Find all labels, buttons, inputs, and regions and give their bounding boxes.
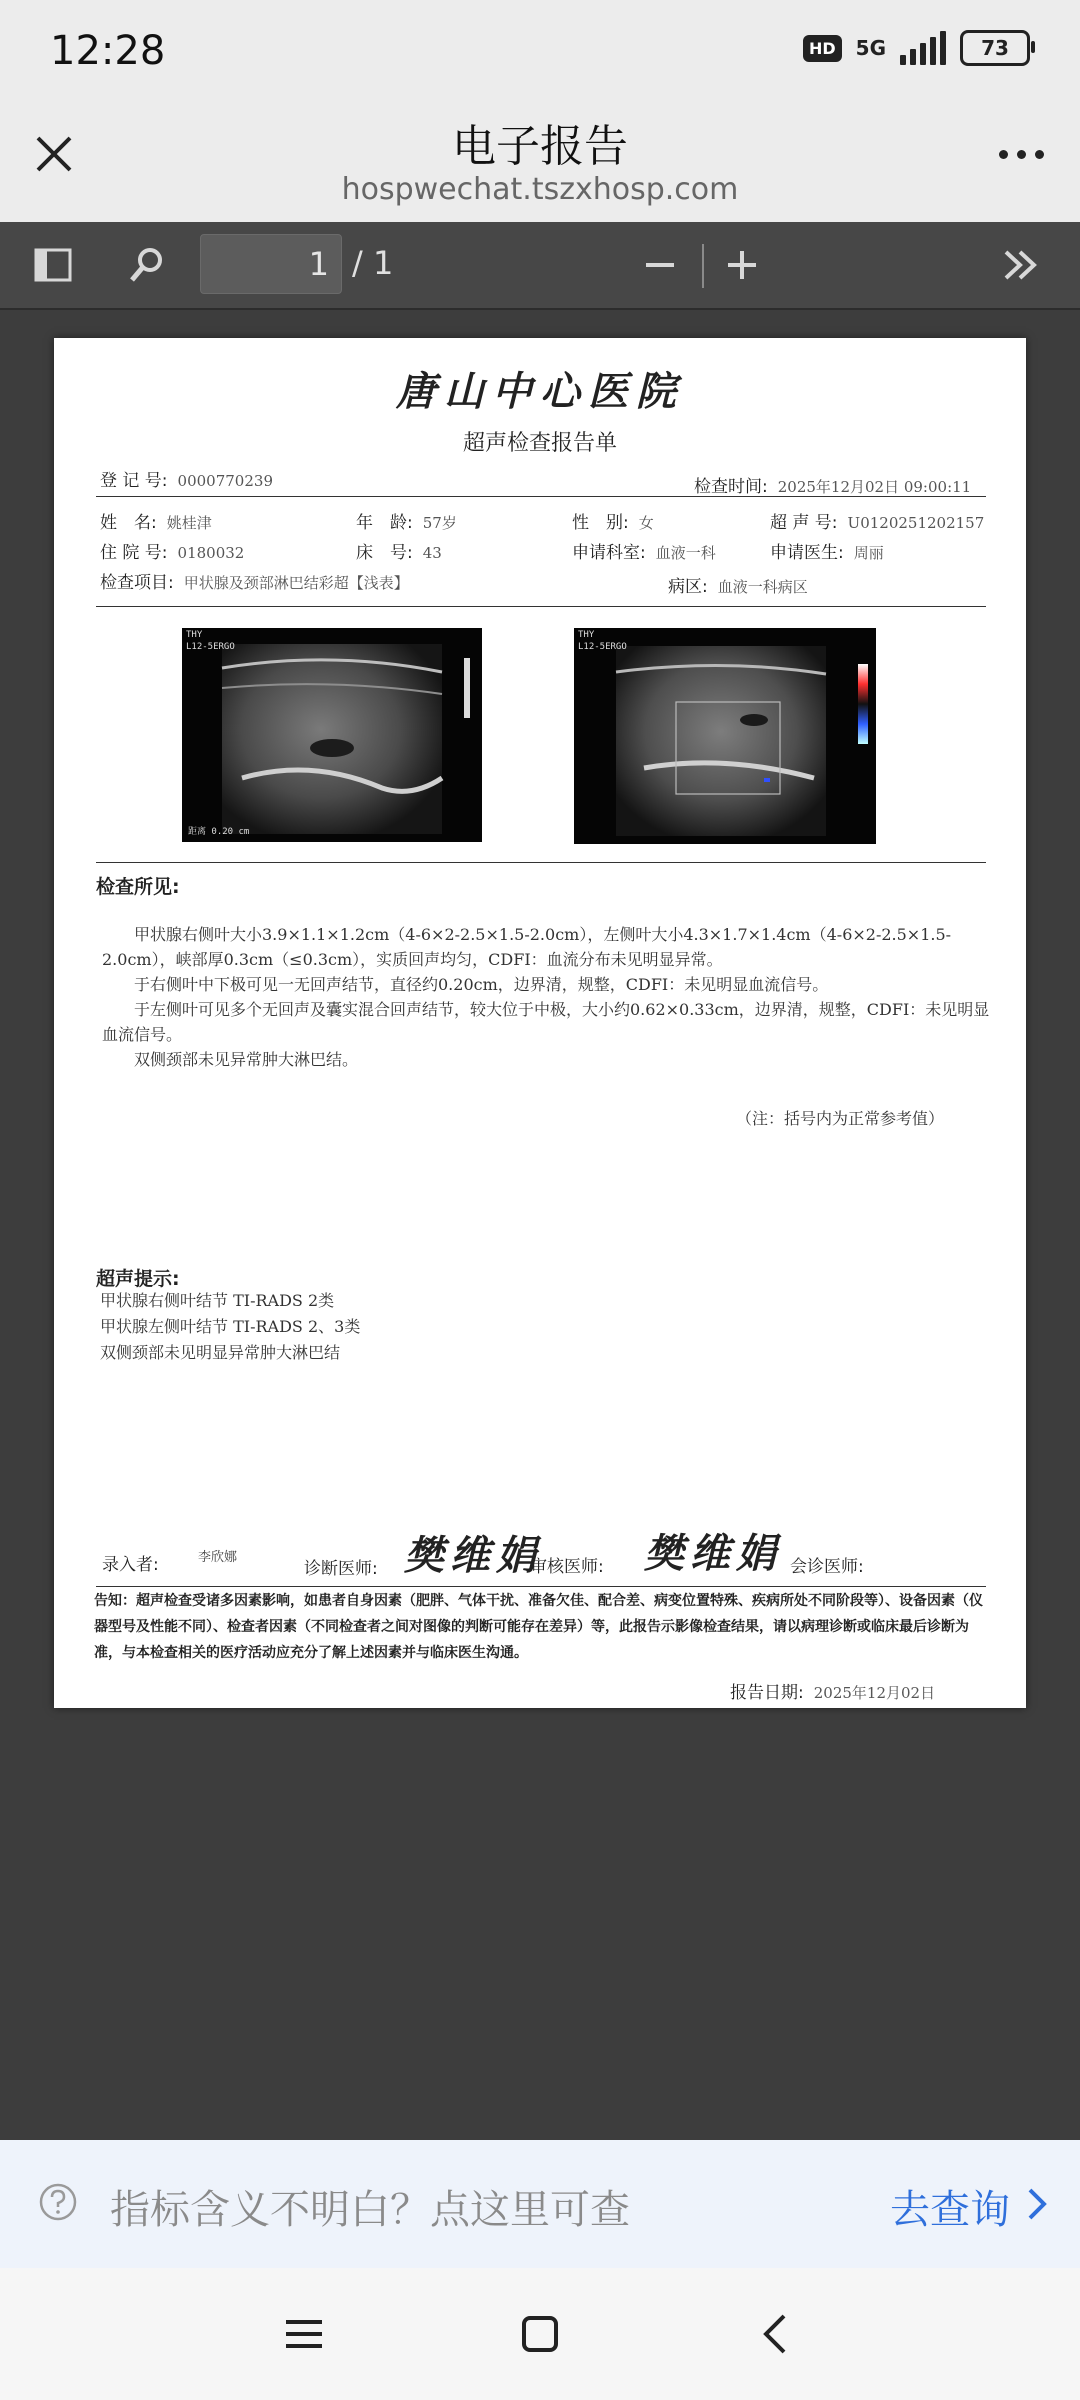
menu-icon[interactable] [280,2310,328,2358]
network-label: 5G [855,36,886,60]
findings-text [102,922,990,1072]
back-icon[interactable] [752,2310,800,2358]
status-time: 12:28 [50,28,166,74]
findings-paragraph: 于右侧叶中下极可见一无回声结节，直径约0.20cm，边界清，规整，CDFI：未见明显血流信号。 [134,975,829,994]
divider [96,1586,986,1587]
name-value: 姚桂津 [166,514,212,532]
recorder-value: 李欣娜 [198,1550,238,1565]
battery-level: 73 [981,36,1009,60]
home-icon[interactable] [516,2310,564,2358]
reference-note: （注：括号内为正常参考值） [735,1109,944,1128]
diag-signature: 樊维娟 [404,1532,542,1579]
sex-value: 女 [638,514,654,532]
exam-item-label: 检查项目: [100,573,174,593]
reg-label: 登 记 号: [100,471,168,491]
us1-probe: L12-5ERGO [186,642,235,652]
zoom-out-icon[interactable] [636,240,686,290]
exam-item-value: 甲状腺及颈部淋巴结彩超【浅表】 [183,574,409,592]
divider [96,606,986,607]
age-label: 年 龄: [356,513,413,533]
page-total: / 1 [352,244,394,282]
sex-label: 性 别: [572,513,629,533]
inpatient-value: 0180032 [177,544,245,562]
pdf-toolbar [0,222,1080,310]
findings-paragraph: 于左侧叶可见多个无回声及囊实混合回声结节，较大位于中极，大小约0.62×0.33cm，边界清，规整，CDFI：未见明显血流信号。 [102,1000,990,1044]
status-bar [0,0,1080,110]
req-doctor-value: 周丽 [853,544,884,562]
consult-label: 会诊医师: [790,1557,864,1577]
question-circle-icon [38,2182,78,2222]
us-no-label: 超 声 号: [770,513,838,533]
ultrasound-image-2 [574,628,876,844]
ward-value: 血液一科病区 [717,578,808,596]
hint-line: 双侧颈部未见明显异常肿大淋巴结 [100,1343,341,1362]
report-page [54,338,1026,1708]
ward-label: 病区: [668,577,708,597]
page-url: hospwechat.tszxhosp.com [341,172,739,207]
us-no-value: U0120251202157 [847,514,985,532]
findings-title: 检查所见: [96,876,180,898]
dept-label: 申请科室: [572,543,646,563]
toolbar-divider [702,244,704,288]
hint-line: 甲状腺左侧叶结节 TI-RADS 2、3类 [100,1317,361,1336]
double-chevron-right-icon[interactable] [998,240,1048,290]
report-date-value: 2025年12月02日 [813,1684,936,1702]
hospital-name: 唐山中心医院 [396,368,684,415]
findings-paragraph: 甲状腺右侧叶大小3.9×1.1×1.2cm（4-6×2-2.5×1.5-2.0cm），左侧叶大小4.3×1.7×1.4cm（4-6×2-2.5×1.5-2.0cm），峡部厚0.3cm（≤0.3cm），实质回声均匀，CDFI：血流分布未见明显异常。 [102,925,952,969]
reg-value: 0000770239 [177,472,273,490]
recorder-label: 录入者: [102,1555,159,1575]
us2-probe: L12-5ERGO [578,642,627,652]
report-title: 超声检查报告单 [462,431,617,456]
hint-title: 超声提示: [96,1268,180,1290]
notice-text: 告知：超声检查受诸多因素影响，如患者自身因素（肥胖、气体干扰、准备欠佳、配合差、病变位置特殊、疾病所处不同阶段等）、设备因素（仪器型号及性能不同）、检查者因素（不同检查者之间对图像的判断可能存在差异）等，此报告示影像检查结果，请以病理诊断或临床最后诊断为准，与本检查相关的医疗活动应充分了解上述因素并与临床医生沟通。 [94,1593,983,1661]
exam-time-value: 2025年12月02日 09:00:11 [777,478,972,496]
chevron-right-icon[interactable] [1022,2184,1052,2224]
us1-header: THY [186,630,203,640]
age-value: 57岁 [422,514,457,532]
query-button[interactable]: 去查询 [890,2187,1010,2233]
divider [96,496,986,497]
system-nav-bar [0,2268,1080,2400]
review-doctor-label: 审核医师: [530,1557,604,1577]
hd-badge: HD [803,35,842,62]
zoom-in-icon[interactable] [718,240,768,290]
help-banner[interactable] [0,2140,1080,2268]
battery-icon [960,30,1030,66]
search-icon[interactable] [122,240,172,290]
inpatient-label: 住 院 号: [100,543,168,563]
document-viewer[interactable] [0,310,1080,2140]
page-number-input[interactable]: 1 [200,234,342,294]
name-label: 姓 名: [100,513,157,533]
req-doctor-label: 申请医生: [770,543,844,563]
sidebar-toggle-icon[interactable] [28,240,78,290]
report-date-label: 报告日期: [730,1683,804,1703]
findings-paragraph: 双侧颈部未见异常肿大淋巴结。 [134,1050,359,1069]
us1-measure: 距离 0.20 cm [188,827,250,837]
signal-icon [900,31,946,65]
exam-time-label: 检查时间: [694,477,768,497]
diag-doctor-label: 诊断医师: [304,1559,378,1579]
help-text: 指标含义不明白？点这里可查 [110,2187,630,2233]
review-signature: 樊维娟 [644,1530,782,1577]
ultrasound-image-1 [182,628,482,842]
browser-title-bar [0,110,1080,222]
dept-value: 血液一科 [655,544,716,562]
more-icon[interactable] [999,150,1044,159]
page-title: 电子报告 [452,121,628,172]
bed-label: 床 号: [356,543,413,563]
divider [96,862,986,863]
bed-value: 43 [422,544,442,562]
hint-line: 甲状腺右侧叶结节 TI-RADS 2类 [100,1291,335,1310]
us2-header: THY [578,630,595,640]
